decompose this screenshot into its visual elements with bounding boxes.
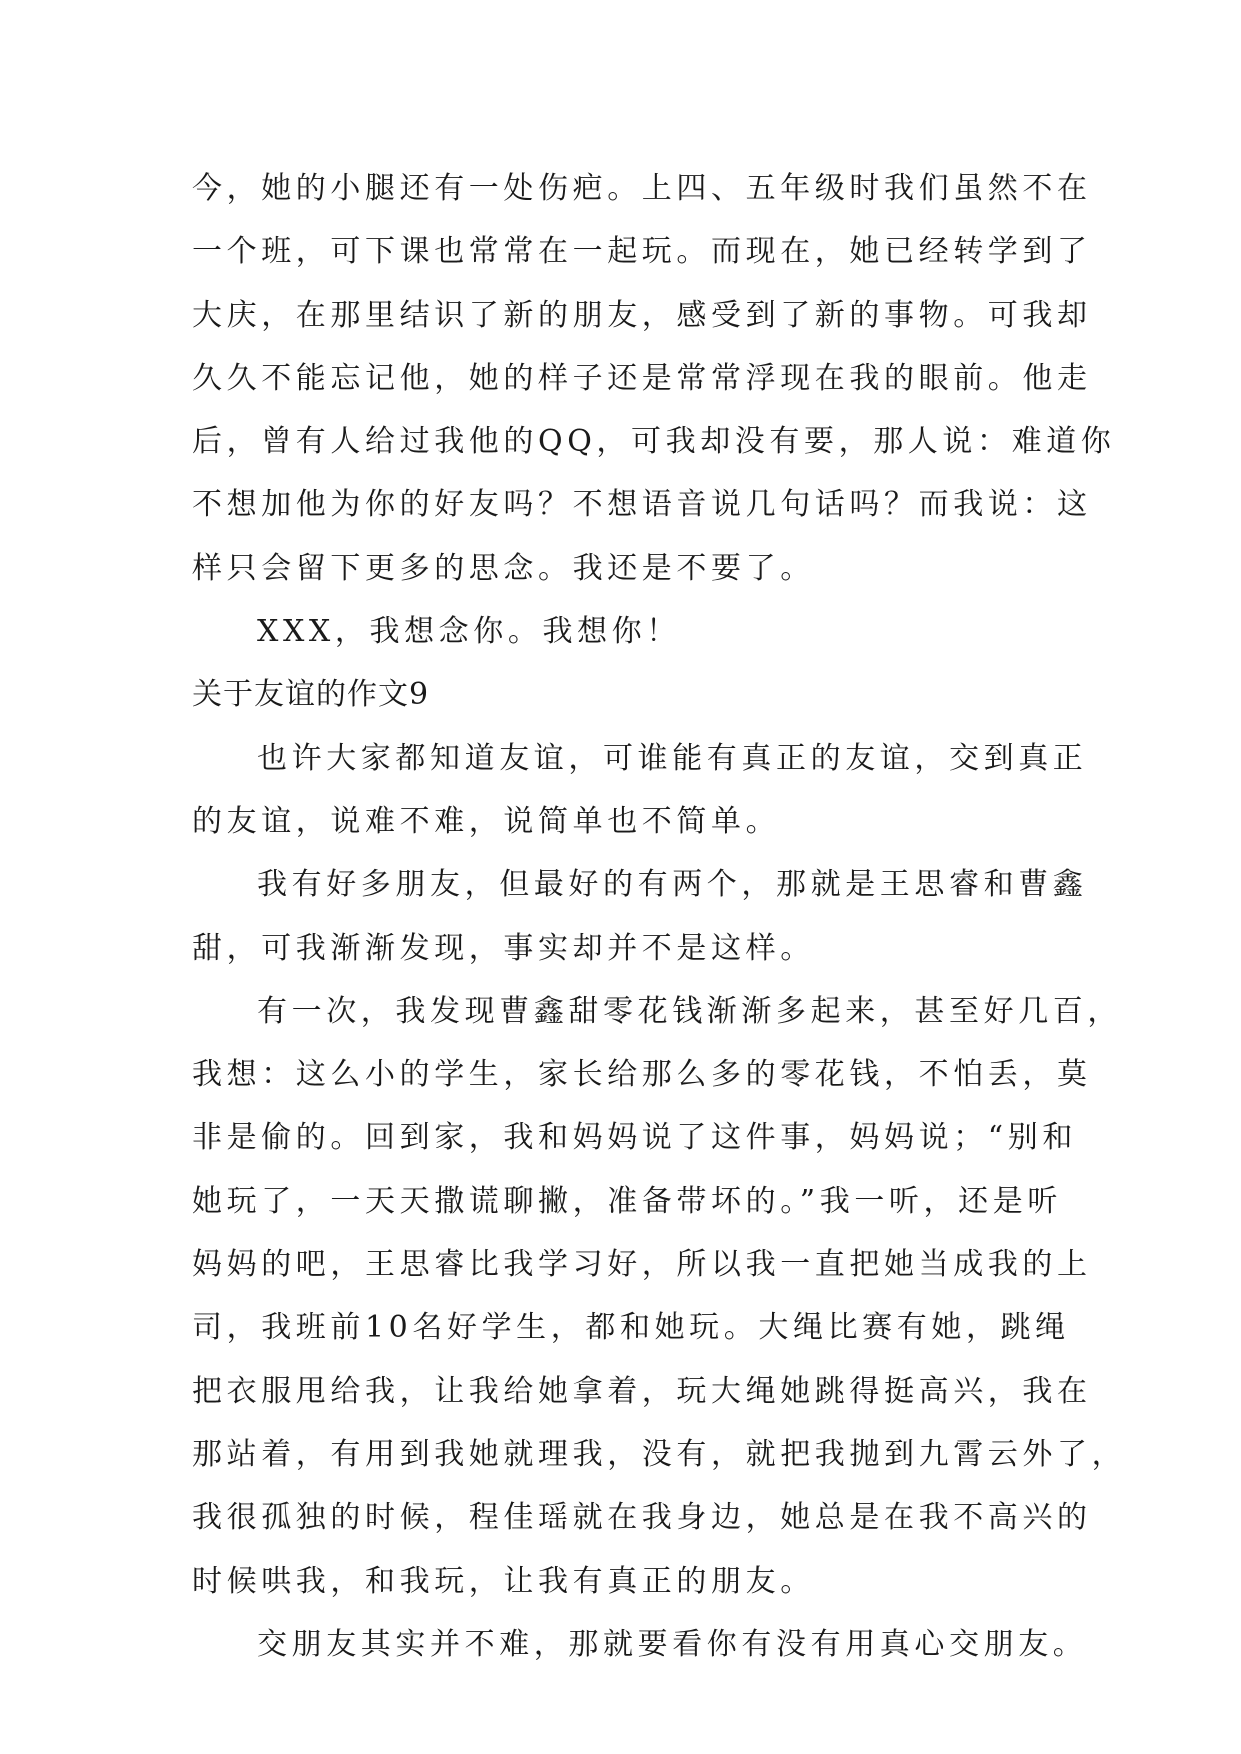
text-line: 样只会留下更多的思念。我还是不要了。 (192, 550, 815, 586)
text-line: 不想加他为你的好友吗？不想语音说几句话吗？而我说：这 (192, 487, 1092, 523)
text-line: 她玩了，一天天撒谎聊撇，准备带坏的。”我一听，还是听 (192, 1183, 1062, 1219)
text-line: 大庆，在那里结识了新的朋友，感受到了新的事物。可我却 (192, 297, 1092, 333)
paragraph-line: 交朋友其实并不难，那就要看你有没有用真心交朋友。 (257, 1626, 1088, 1662)
text-line: 我想：这么小的学生，家长给那么多的零花钱，不怕丢，莫 (192, 1057, 1092, 1093)
text-line: 甜，可我渐渐发现，事实却并不是这样。 (192, 930, 815, 966)
paragraph-line: XXX，我想念你。我想你！ (257, 614, 681, 650)
section-heading: 关于友谊的作文9 (192, 677, 430, 713)
text-line: 今，她的小腿还有一处伤疤。上四、五年级时我们虽然不在 (192, 171, 1092, 206)
text-line: 司，我班前10名好学生，都和她玩。大绳比赛有她，跳绳 (192, 1310, 1070, 1346)
text-line: 非是偷的。回到家，我和妈妈说了这件事，妈妈说；“别和 (192, 1120, 1077, 1156)
paragraph-line: 有一次，我发现曹鑫甜零花钱渐渐多起来，甚至好几百， (257, 993, 1122, 1029)
text-line: 妈妈的吧，王思睿比我学习好，所以我一直把她当成我的上 (192, 1247, 1092, 1283)
text-line: 时候哄我，和我玩，让我有真正的朋友。 (192, 1563, 815, 1599)
text-line: 的友谊，说难不难，说简单也不简单。 (192, 803, 781, 839)
text-line: 久久不能忘记他，她的样子还是常常浮现在我的眼前。他走 (192, 360, 1092, 396)
text-line: 后，曾有人给过我他的QQ，可我却没有要，那人说：难道你 (192, 424, 1116, 460)
text-line: 把衣服甩给我，让我给她拿着，玩大绳她跳得挺高兴，我在 (192, 1373, 1092, 1409)
text-line: 一个班，可下课也常常在一起玩。而现在，她已经转学到了 (192, 234, 1092, 270)
essay-body (192, 157, 1127, 1676)
paragraph-line: 我有好多朋友，但最好的有两个，那就是王思睿和曹鑫 (257, 867, 1088, 903)
paragraph-line: 也许大家都知道友谊，可谁能有真正的友谊，交到真正 (257, 740, 1088, 776)
text-line: 那站着，有用到我她就理我，没有，就把我抛到九霄云外了， (192, 1436, 1127, 1472)
text-line: 我很孤独的时候，程佳瑶就在我身边，她总是在我不高兴的 (192, 1500, 1092, 1536)
